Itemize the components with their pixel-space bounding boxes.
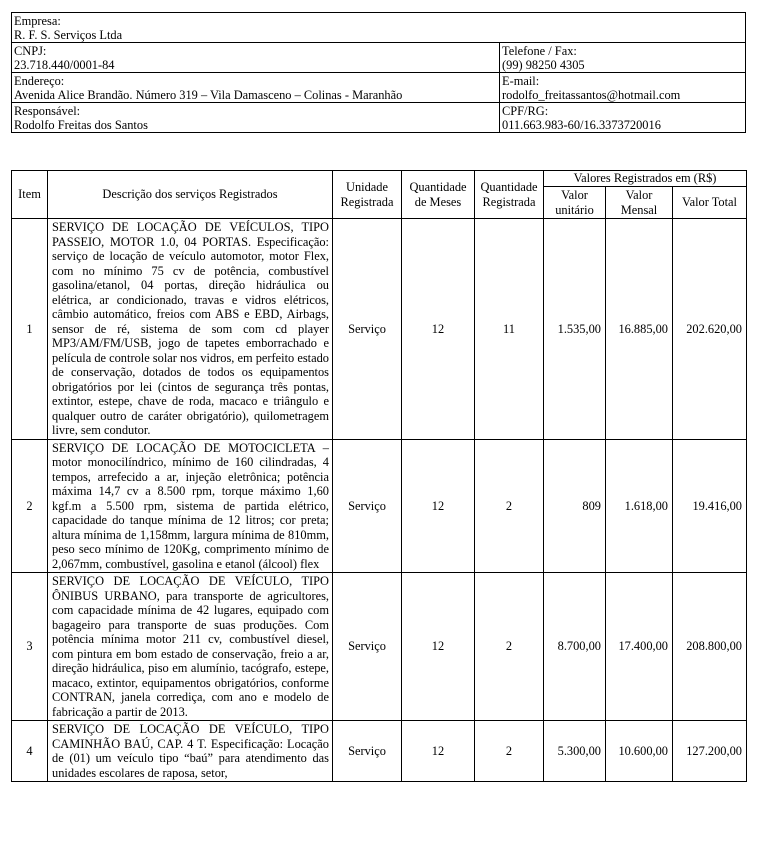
row-descricao: SERVIÇO DE LOCAÇÃO DE MOTOCICLETA – motor monocilíndrico, mínimo de 160 cilindradas, 4 tempos, arrefecido a ar, injeção eletrônica; potência máxima 14,7 cv a 8.500 rpm, torque máximo 1,60 kgf.m a 5.500 rpm, sistema de partida elétrico, capacidade do tanque mínima de 12 litros; cor preta; altura mínima de 1,158mm, largura mínima de 810mm, peso seco mínimo de 120Kg, comprimento mínimo de 2,067mm, combustível, gasolina e etanol (álcool) flex [48,439,333,573]
row-valor-total: 127.200,00 [673,721,747,782]
row-qtd-registrada: 2 [475,439,544,573]
row-item: 2 [12,439,48,573]
responsavel-value: Rodolfo Freitas dos Santos [14,118,148,132]
row-descricao: SERVIÇO DE LOCAÇÃO DE VEÍCULOS, TIPO PASSEIO, MOTOR 1.0, 04 PORTAS. Especificação: serviço de locação de veículo automotor, motor Flex, com no mínimo 75 cv de potência, combustível gasolina/etanol, 04 portas, direção hidráulica ou elétrica, ar condicionado, travas e vidros elétricos, câmbio automático, freios com ABS e EBD, Airbags, sensor de ré, sistema de som com cd player MP3/AM/FM/USB, jogo de tapetes emborrachado e película de controle solar nos vidros, em perfeito estado de conservação, dotados de todos os equipamentos obrigatórios por lei (cintos de segurança três pontas, extintor, estepe, chave de roda, macaco e triângulo e qualquer outro de caráter obrigatório), quilometragem livre, sem condutor. [48,219,333,440]
header-valores-group: Valores Registrados em (R$) [544,171,747,187]
table-row [12,721,747,782]
header-unidade: Unidade Registrada [333,171,402,219]
email-value: rodolfo_freitassantos@hotmail.com [502,88,681,102]
endereco-cell [12,73,500,103]
responsavel-label: Responsável: [14,104,81,118]
row-valor-total: 19.416,00 [673,439,747,573]
endereco-value: Avenida Alice Brandão. Número 319 – Vila Damasceno – Colinas - Maranhão [14,88,403,102]
row-descricao: SERVIÇO DE LOCAÇÃO DE VEÍCULO, TIPO ÔNIBUS URBANO, para transporte de agricultores, com capacidade mínima de 42 lugares, equipado com bagageiro para transporte de suas produções. Com potência mínima motor 211 cv, combustível diesel, com pintura em bom estado de conservação, freio a ar, direção hidráulica, piso em alumínio, tacógrafo, estepe, macaco, extintor, equipamentos obrigatórios, conforme CONTRAN, janela corrediça, com ano e modelo de fabricação a partir de 2013. [48,573,333,721]
cnpj-label: CNPJ: [14,44,47,58]
row-qtd-meses: 12 [402,573,475,721]
row-item: 1 [12,219,48,440]
row-valor-total: 208.800,00 [673,573,747,721]
header-valor-mensal: Valor Mensal [606,187,673,219]
row-qtd-registrada: 11 [475,219,544,440]
cpf-cell [500,103,746,133]
header-qtd-meses: Quantidade de Meses [402,171,475,219]
header-qtd-registrada: Quantidade Registrada [475,171,544,219]
row-qtd-meses: 12 [402,439,475,573]
telefone-label: Telefone / Fax: [502,44,577,58]
row-unidade: Serviço [333,439,402,573]
telefone-cell [500,43,746,73]
email-label: E-mail: [502,74,540,88]
cnpj-cell [12,43,500,73]
empresa-label: Empresa: [14,14,61,28]
row-valor-mensal: 1.618,00 [606,439,673,573]
row-qtd-meses: 12 [402,721,475,782]
row-qtd-registrada: 2 [475,721,544,782]
row-descricao: SERVIÇO DE LOCAÇÃO DE VEÍCULO, TIPO CAMINHÃO BAÚ, CAP. 4 T. Especificação: Locação de (01) um veículo tipo “baú” para atendimento das unidades escolares de raposa, setor, [48,721,333,782]
row-valor-mensal: 10.600,00 [606,721,673,782]
row-qtd-registrada: 2 [475,573,544,721]
header-descricao: Descrição dos serviços Registrados [48,171,333,219]
cnpj-row [12,43,746,73]
table-row [12,439,747,573]
row-unidade: Serviço [333,573,402,721]
row-qtd-meses: 12 [402,219,475,440]
empresa-row [12,13,746,43]
row-valor-unitario: 8.700,00 [544,573,606,721]
empresa-cell [12,13,746,43]
table-row [12,219,747,440]
cnpj-value: 23.718.440/0001-84 [14,58,115,72]
endereco-label: Endereço: [14,74,65,88]
header-row [12,171,747,187]
row-valor-unitario: 1.535,00 [544,219,606,440]
empresa-value: R. F. S. Serviços Ltda [14,28,123,42]
row-valor-unitario: 5.300,00 [544,721,606,782]
cpf-label: CPF/RG: [502,104,549,118]
row-unidade: Serviço [333,721,402,782]
email-cell [500,73,746,103]
row-item: 4 [12,721,48,782]
table-row [12,573,747,721]
company-info-table [11,12,746,133]
row-valor-unitario: 809 [544,439,606,573]
header-valor-total: Valor Total [673,187,747,219]
responsavel-row [12,103,746,133]
row-valor-mensal: 16.885,00 [606,219,673,440]
row-item: 3 [12,573,48,721]
telefone-value: (99) 98250 4305 [502,58,585,72]
header-valor-unitario: Valor unitário [544,187,606,219]
row-valor-total: 202.620,00 [673,219,747,440]
endereco-row [12,73,746,103]
responsavel-cell [12,103,500,133]
header-item: Item [12,171,48,219]
services-table [11,170,747,782]
cpf-value: 011.663.983-60/16.3373720016 [502,118,661,132]
row-valor-mensal: 17.400,00 [606,573,673,721]
row-unidade: Serviço [333,219,402,440]
